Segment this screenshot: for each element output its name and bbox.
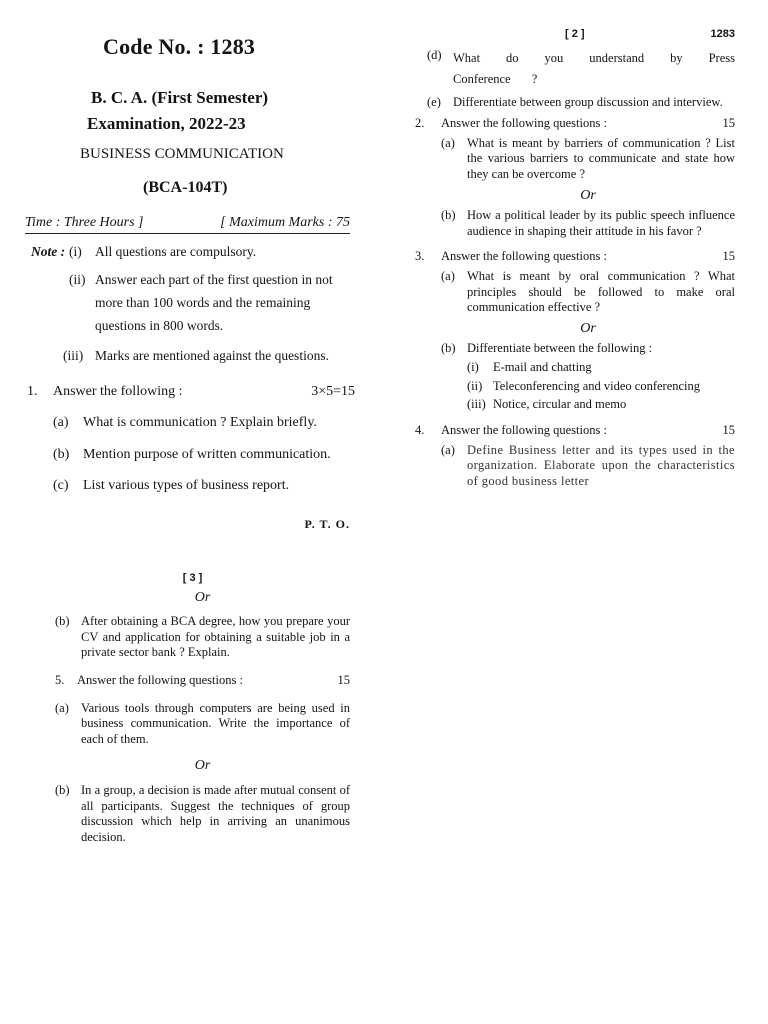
- question-5a: (a) Various tools through computers are being used in business communication. Write the importance of each of them.: [55, 700, 350, 746]
- question-1b: (b) Mention purpose of written communication.: [53, 446, 331, 462]
- time-marks-row: [25, 215, 350, 234]
- instructions-note: [25, 244, 355, 365]
- question-3b: (b) Differentiate between the following :: [441, 341, 653, 356]
- question-3-marks: 15: [722, 249, 735, 264]
- note-label: Note :: [31, 244, 66, 259]
- or-separator: Or: [194, 758, 211, 774]
- maximum-marks: [ Maximum Marks : 75: [220, 215, 350, 230]
- question-1c: (c) List various types of business report.: [53, 478, 290, 494]
- question-1-marks: 3×5=15: [311, 383, 355, 399]
- question-1d: (d) What do you understand by Press Conference ?: [427, 48, 735, 87]
- question-5-marks: 15: [337, 672, 350, 687]
- page-number: [ 2 ]: [565, 28, 585, 40]
- code-number: Code No. : 1283: [103, 34, 256, 59]
- time-allowed: Time : Three Hours ]: [25, 215, 144, 230]
- page-2-header: [415, 28, 735, 40]
- or-separator: Or: [580, 320, 596, 336]
- question-1-continued: [415, 48, 735, 110]
- question-3: 3. Answer the following questions : 15 (a) What is meant by oral communication ? What principles should be followed to make oral communication effective ? Or (b) Differentiate between the following : (i) E-mail and chatting (ii) Teleconferencing and video conferencing (iii) Notice, circular and memo: [415, 249, 735, 412]
- question-5: 5. Answer the following questions : 15 (a) Various tools through computers are being used in business communication. Write the importance of each of them. Or (b) In a group, a decision is made after mutual consent of all participants. Suggest the techniques of group discussion which help in arriving an unanimous decision.: [55, 672, 350, 844]
- question-paper-page-1: [25, 28, 355, 532]
- question-paper-page-2: [415, 28, 735, 489]
- question-4b: (b) After obtaining a BCA degree, how you prepare your CV and application for obtaining a suitable job in a private sector bank ? Explain.: [55, 614, 350, 660]
- question-2a: (a) What is meant by barriers of communication ? List the various barriers to communicate and state how they can be overcome ?: [441, 135, 735, 181]
- exam-title: B. C. A. (First Semester): [91, 88, 269, 107]
- exam-year: Examination, 2022-23: [87, 114, 246, 133]
- question-2: 2. Answer the following questions : 15 (a) What is meant by barriers of communication ? List the various barriers to communicate and state how they can be overcome ? Or (b) How a political leader by its public speech influence audience in shaping their attitude in his favor ?: [415, 116, 735, 238]
- question-1: [25, 383, 355, 495]
- question-4-marks: 15: [722, 422, 735, 437]
- question-1-header: 1. Answer the following : 3×5=15: [27, 383, 355, 399]
- subject-name: BUSINESS COMMUNICATION: [80, 146, 284, 162]
- note-item-3: (iii) Marks are mentioned against the questions.: [63, 347, 329, 363]
- or-separator: Or: [580, 187, 596, 203]
- question-paper-page-3: [55, 572, 350, 845]
- question-2-marks: 15: [722, 116, 735, 131]
- question-3a: (a) What is meant by oral communication ? What principles should be followed to make oral communication effective ?: [441, 269, 735, 315]
- question-1e: (e) Differentiate between group discussion and interview.: [427, 94, 723, 109]
- question-4: 4. Answer the following questions : 15 (a) Define Business letter and its types used in the organization. Elaborate upon the characteristics of good business letter: [415, 422, 735, 488]
- or-separator: Or: [194, 590, 211, 605]
- question-3b-iii: (iii) Notice, circular and memo: [467, 397, 627, 412]
- note-item-2: (ii) Answer each part of the first question in not more than 100 words and the remaining questions in 800 words.: [69, 271, 333, 333]
- question-5b: (b) In a group, a decision is made after mutual consent of all participants. Suggest the techniques of group discussion which help in arriving an unanimous decision.: [55, 782, 350, 844]
- question-3b-i: (i) E-mail and chatting: [467, 360, 592, 374]
- page-code: 1283: [710, 28, 735, 40]
- note-item-1: Note : (i) All questions are compulsory.: [31, 244, 257, 259]
- question-3b-ii: (ii) Teleconferencing and video conferencing: [467, 378, 701, 393]
- paper-code: (BCA-104T): [143, 179, 228, 196]
- question-1a: (a) What is communication ? Explain briefly.: [53, 415, 317, 431]
- question-2b: (b) How a political leader by its public speech influence audience in shaping their attitude in his favor ?: [441, 208, 735, 238]
- question-4a: (a) Define Business letter and its types used in the organization. Elaborate upon the characteristics of good business letter: [441, 442, 735, 488]
- page-number: [ 3 ]: [182, 572, 203, 584]
- please-turn-over: P. T. O.: [304, 516, 350, 531]
